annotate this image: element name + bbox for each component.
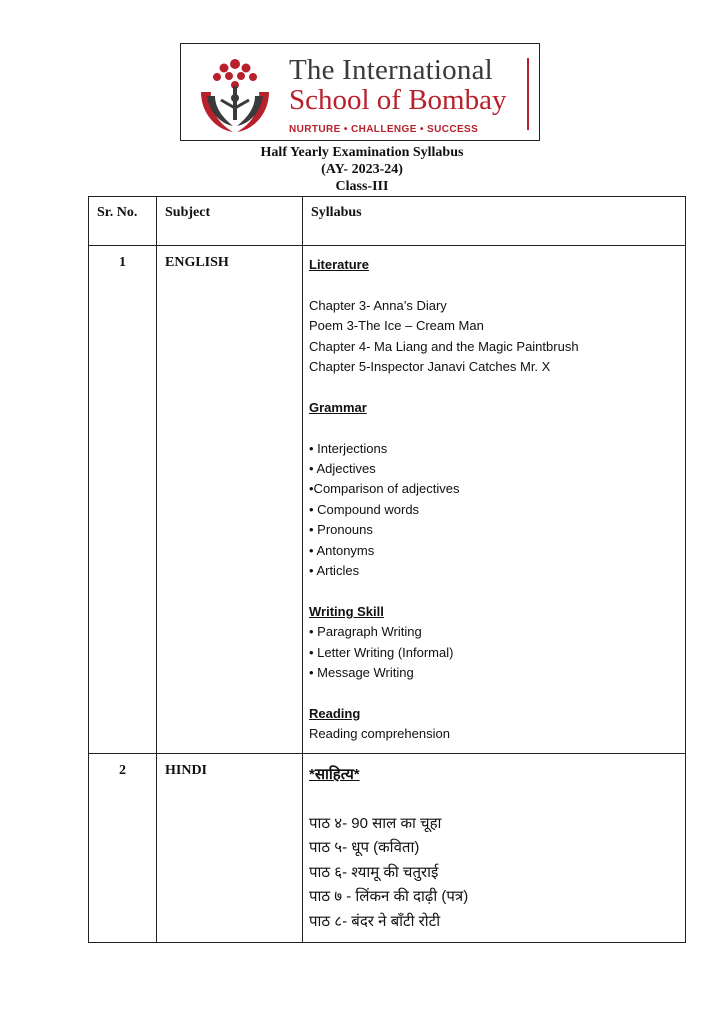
table-row [89,753,686,943]
list-item: पाठ ८- बंदर ने बाँटी रोटी [309,912,441,930]
list-item: • Paragraph Writing [309,624,422,640]
school-logo [180,43,540,141]
row-subject: ENGLISH [157,246,303,754]
table-row [89,246,686,754]
list-item: • Adjectives [309,461,376,477]
row-sr-no: 1 [89,246,157,754]
logo-text-line2: School of Bombay [289,84,507,116]
table-header-row [89,197,686,246]
list-item: Chapter 4- Ma Liang and the Magic Paintbrush [309,338,579,354]
column-header-sr-no: Sr. No. [89,197,157,246]
row-syllabus [303,753,686,943]
logo-text-line1: The International [289,54,493,86]
list-item: •Comparison of adjectives [309,481,460,497]
section-heading-grammar: Grammar [309,399,367,415]
list-item: पाठ ५- धूप (कविता) [309,839,420,857]
academic-year: (AY- 2023-24) [321,162,403,177]
list-item: • Interjections [309,440,388,456]
document-title: Half Yearly Examination Syllabus [260,145,464,160]
column-header-syllabus: Syllabus [303,197,686,246]
list-item: • Letter Writing (Informal) [309,644,454,660]
list-item: पाठ ४- 90 साल का चूहा [309,814,442,832]
list-item: • Compound words [309,501,420,517]
section-heading-literature: Literature [309,257,369,272]
row-syllabus [303,246,686,754]
list-item: Chapter 5-Inspector Janavi Catches Mr. X [309,359,551,375]
section-heading-reading: Reading [309,705,361,721]
logo-divider [527,58,529,130]
list-item: Poem 3-The Ice – Cream Man [309,318,484,334]
list-item: • Antonyms [309,542,375,558]
list-item: पाठ ७ - लिंकन की दाढ़ी (पत्र) [309,888,469,906]
list-item: • Articles [309,563,360,579]
row-sr-no: 2 [89,753,157,943]
logo-tagline: NURTURE • CHALLENGE • SUCCESS [289,124,479,135]
section-heading-sahitya: *साहित्य* [309,765,360,783]
list-item: • Message Writing [309,665,414,681]
list-item: • Pronouns [309,522,373,538]
tree-emblem-icon [193,52,277,134]
list-item: पाठ ६- श्यामू की चतुराई [309,863,439,881]
class-label: Class-III [335,179,389,194]
column-header-subject: Subject [157,197,303,246]
section-heading-writing-skill: Writing Skill [309,603,384,619]
list-item: Chapter 3- Anna’s Diary [309,297,447,313]
row-subject: HINDI [157,753,303,943]
list-item: Reading comprehension [309,726,450,742]
syllabus-table [88,196,686,943]
